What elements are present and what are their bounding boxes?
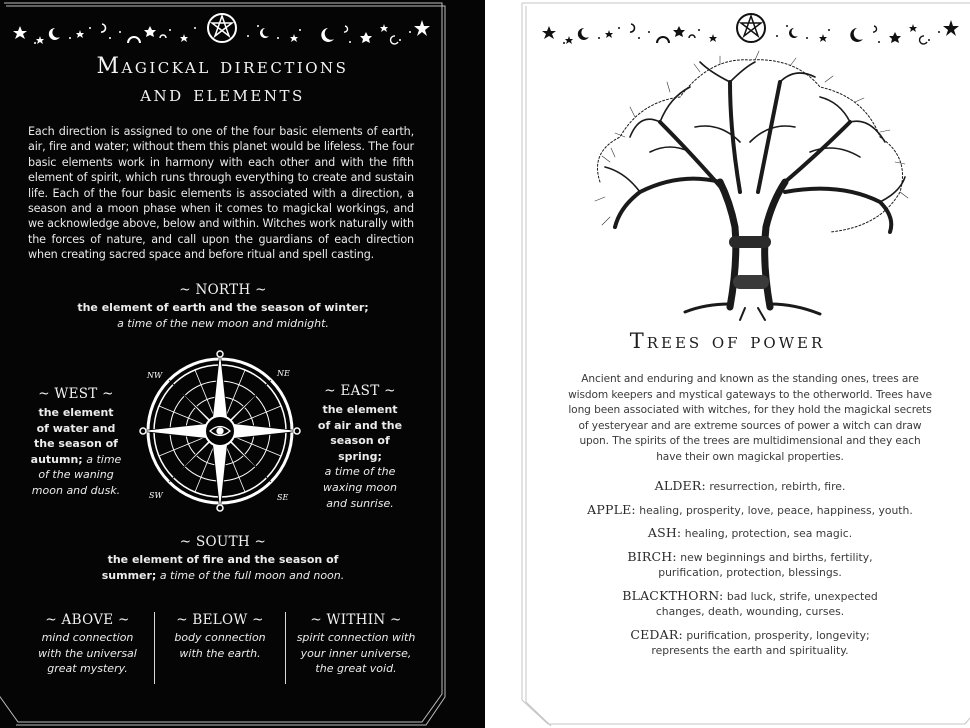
moon-icon <box>578 28 589 40</box>
north-heading: ~ NORTH ~ <box>179 282 267 298</box>
moon-icon <box>920 36 927 44</box>
moon-icon <box>321 28 334 42</box>
oak-tree-illustration <box>580 42 920 322</box>
moon-icon <box>873 26 877 32</box>
list-item-alder: ALDER: resurrection, rebirth, fire. <box>654 478 846 493</box>
section-north <box>40 282 406 332</box>
west-heading: ~ WEST ~ <box>38 386 114 402</box>
list-item-apple: APPLE: healing, prosperity, love, peace, happiness, youth. <box>587 501 913 517</box>
moon-icon <box>630 24 635 32</box>
star-icon <box>542 26 556 39</box>
north-element: the element of earth and the season of winter; <box>77 301 369 314</box>
section-south: ~ SOUTH ~ the element of fire and the season of summer; a time of the full moon and noon. <box>60 534 386 584</box>
moon-icon <box>101 24 106 32</box>
star-icon <box>180 34 188 42</box>
star-icon <box>709 34 717 42</box>
column-divider <box>285 612 286 684</box>
star-icon <box>414 20 430 36</box>
above-below-within-row <box>30 612 420 687</box>
star-icon <box>909 24 917 32</box>
section-west: ~ WEST ~ the element of water and the season of autumn; a time of the waning moon and dusk. <box>22 386 130 499</box>
star-icon <box>943 20 959 36</box>
moon-icon <box>391 36 398 44</box>
pentacle-icon <box>737 14 765 42</box>
star-icon <box>290 34 298 42</box>
north-time: a time of the new moon and midnight. <box>117 317 329 330</box>
page-title: Trees of power <box>629 329 826 353</box>
star-icon <box>13 26 27 39</box>
right-page-trees-of-power <box>485 0 970 728</box>
star-icon <box>819 34 827 42</box>
tree-properties-list <box>567 478 933 666</box>
list-item-cedar: CEDAR: purification, prosperity, longevity; represents the earth and spirituality. <box>630 626 870 657</box>
east-heading: ~ EAST ~ <box>324 383 396 399</box>
list-item-ash: ASH: healing, protection, sea magic. <box>647 525 853 540</box>
star-icon <box>360 32 372 43</box>
moon-icon <box>260 28 269 38</box>
moon-icon <box>789 28 798 38</box>
column-divider <box>154 612 155 684</box>
moon-icon <box>160 35 166 38</box>
star-icon <box>605 30 613 38</box>
compass-label-ne: NE <box>277 369 290 378</box>
star-icon <box>76 30 84 38</box>
compass-label-se: SE <box>277 493 289 502</box>
star-icon <box>36 36 44 44</box>
moon-icon <box>850 28 863 42</box>
section-within: ~ WITHIN ~ spirit connection with your inner universe, the great void. <box>296 612 416 676</box>
compass-label-nw: NW <box>147 371 163 380</box>
star-icon <box>144 26 156 37</box>
section-above: ~ ABOVE ~ mind connection with the universal great mystery. <box>38 612 137 676</box>
compass-label-sw: SW <box>149 491 163 500</box>
star-moon-banner <box>0 8 485 48</box>
section-below: ~ BELOW ~ body connection with the earth. <box>174 612 266 660</box>
star-icon <box>380 24 388 32</box>
section-east: ~ EAST ~ the element of air and the season of spring; a time of the waxing moon and sunrise. <box>308 383 412 511</box>
list-item-blackthorn: BLACKTHORN: bad luck, strife, unexpected changes, death, wounding, curses. <box>622 587 878 618</box>
moon-icon <box>49 28 60 40</box>
compass-rose-illustration <box>133 342 307 520</box>
list-item-birch: BIRCH: new beginnings and births, fertility, purification, protection, blessings. <box>627 548 873 579</box>
moon-icon <box>689 35 695 38</box>
pentacle-icon <box>208 14 236 42</box>
star-icon <box>565 36 573 44</box>
moon-icon <box>344 26 348 32</box>
south-heading: ~ SOUTH ~ <box>179 534 267 550</box>
star-icon <box>673 26 685 37</box>
intro-paragraph: Ancient and enduring and known as the standing ones, trees are wisdom keepers and mystical gateways to the otherworld. Trees have long been associated with witches, for they hold the magickal secrets of yesteryear and are extreme sources of power a witch can draw upon. The spirits of the trees are multidimensional and they each have their own magickal properties. <box>568 373 932 463</box>
page-title: Magickal directions and elements <box>96 54 349 107</box>
moon-icon <box>128 37 140 43</box>
intro-paragraph: Each direction is assigned to one of the four basic elements of earth, air, fire and water; without them this planet would be lifeless. The four basic elements work in harmony with each other and with the fifth element of spirit, which runs through everything to create and sustain life. Each of the four basic elements is associated with a direction, a season and a moon phase when it comes to magickal workings, and we acknowledge above, below and within. Witches work naturally with the forces of nature, and call upon the guardians of each direction when creating sacred space and before ritual and spell casting. <box>28 125 414 262</box>
